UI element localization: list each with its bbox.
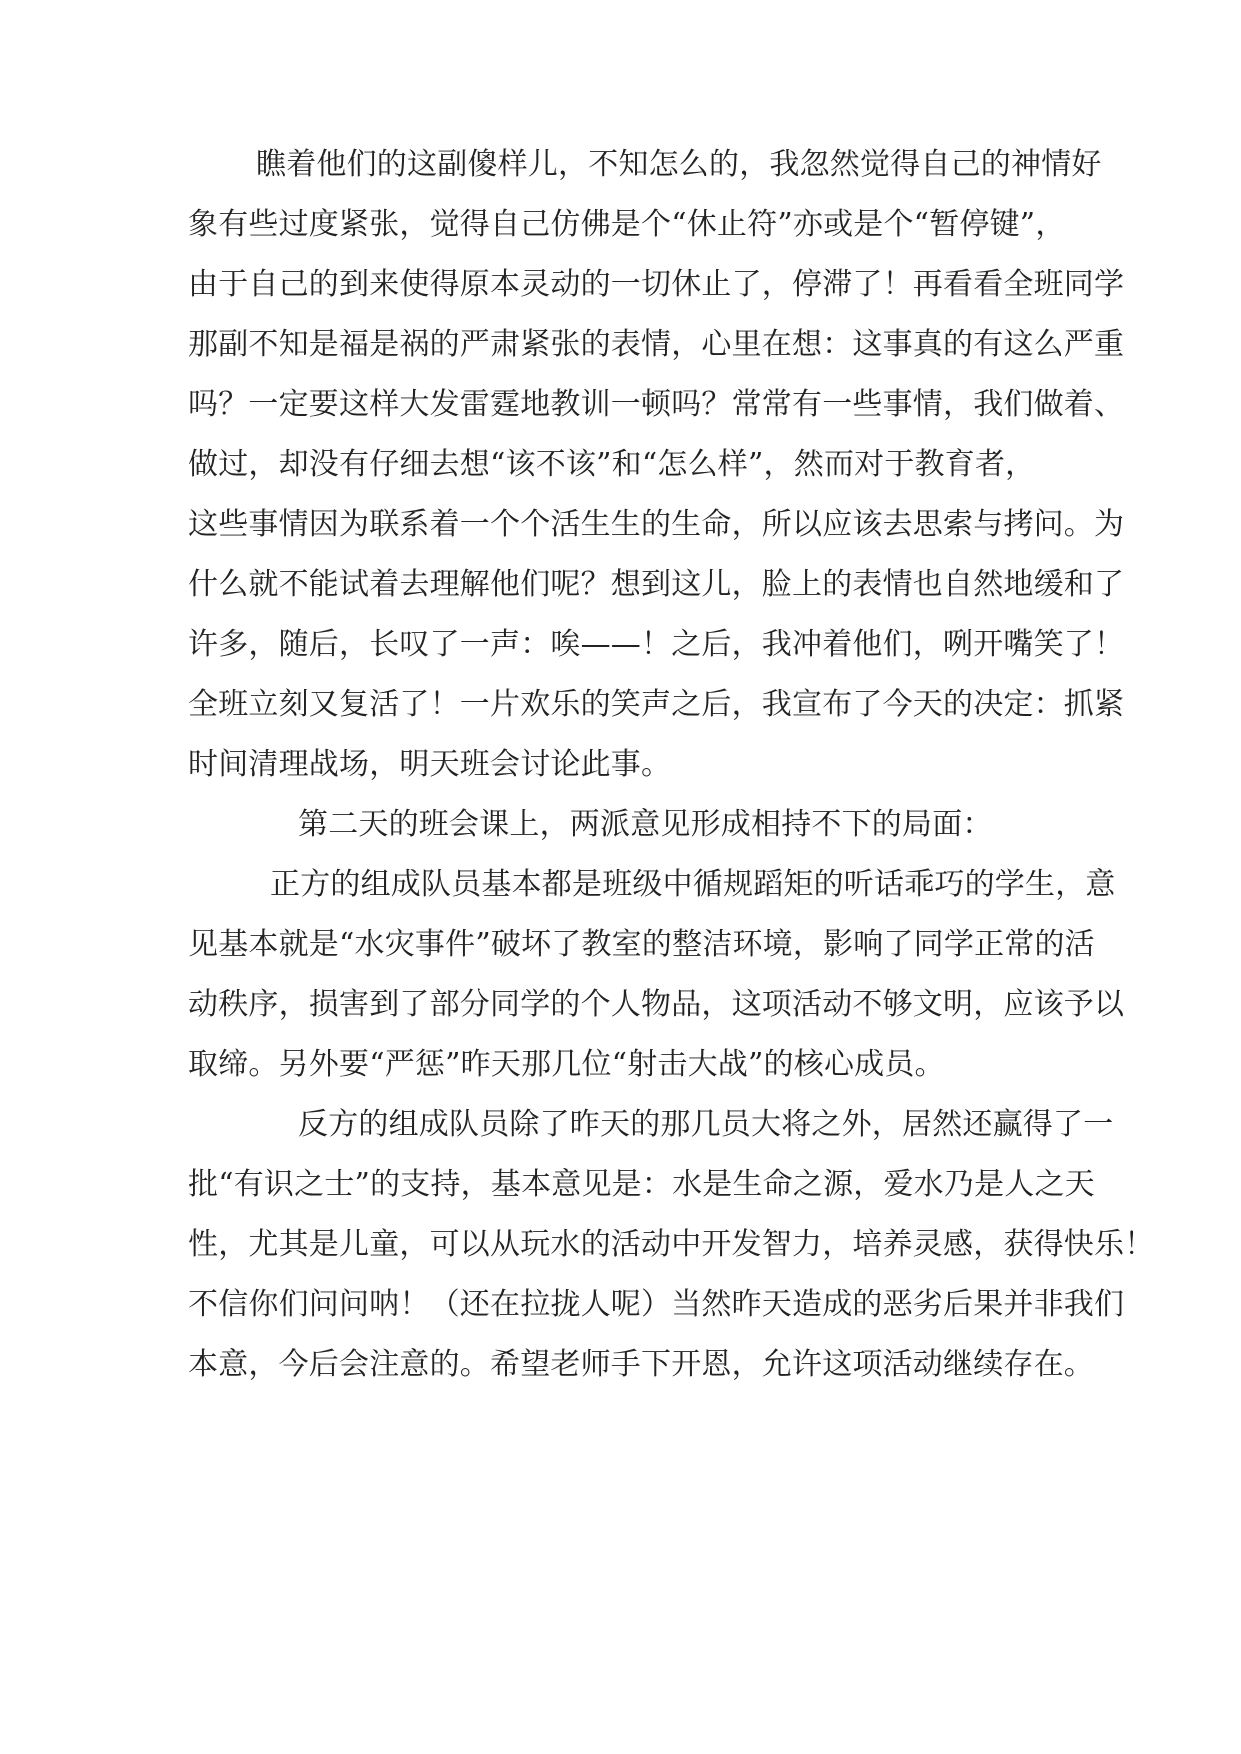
text-line: 动秩序，损害到了部分同学的个人物品，这项活动不够文明，应该予以 xyxy=(188,987,1125,1022)
text-line: 批“有识之士”的支持，基本意见是：水是生命之源，爱水乃是人之天 xyxy=(188,1167,1095,1202)
text-line: 这些事情因为联系着一个个活生生的生命，所以应该去思索与拷问。为 xyxy=(188,507,1125,542)
text-line: 做过，却没有仔细去想“该不该”和“怎么样”，然而对于教育者， xyxy=(188,447,1036,482)
text-line: 取缔。另外要“严惩”昨天那几位“射击大战”的核心成员。 xyxy=(188,1047,945,1082)
text-line: 许多，随后，长叹了一声：唉——！之后，我冲着他们，咧开嘴笑了！ xyxy=(188,627,1125,662)
text-line: 那副不知是福是祸的严肃紧张的表情，心里在想：这事真的有这么严重 xyxy=(188,327,1125,362)
text-line: 本意，今后会注意的。希望老师手下开恩，允许这项活动继续存在。 xyxy=(188,1347,1094,1382)
text-line: 见基本就是“水灾事件”破坏了教室的整洁环境，影响了同学正常的活 xyxy=(188,927,1095,962)
text-line: 瞧着他们的这副傻样儿，不知怎么的，我忽然觉得自己的神情好 xyxy=(256,147,1102,182)
text-line: 正方的组成队员基本都是班级中循规蹈矩的听话乖巧的学生，意 xyxy=(270,867,1116,902)
text-line: 时间清理战场，明天班会讨论此事。 xyxy=(188,747,672,782)
text-line: 由于自己的到来使得原本灵动的一切休止了，停滞了！再看看全班同学 xyxy=(188,267,1125,302)
text-line: 象有些过度紧张，觉得自己仿佛是个“休止符”亦或是个“暂停键”， xyxy=(188,207,1066,242)
text-line: 不信你们问问呐！（还在拉拢人呢）当然昨天造成的恶劣后果并非我们 xyxy=(188,1287,1125,1322)
text-line: 全班立刻又复活了！一片欢乐的笑声之后，我宣布了今天的决定：抓紧 xyxy=(188,687,1125,722)
text-line: 吗？一定要这样大发雷霆地教训一顿吗？常常有一些事情，我们做着、 xyxy=(188,387,1125,422)
text-line: 第二天的班会课上，两派意见形成相持不下的局面： xyxy=(298,807,993,842)
text-line: 性，尤其是儿童，可以从玩水的活动中开发智力，培养灵感，获得快乐！ xyxy=(188,1227,1155,1262)
text-line: 反方的组成队员除了昨天的那几员大将之外，居然还赢得了一 xyxy=(298,1107,1114,1142)
text-line: 什么就不能试着去理解他们呢？想到这儿，脸上的表情也自然地缓和了 xyxy=(188,567,1125,602)
